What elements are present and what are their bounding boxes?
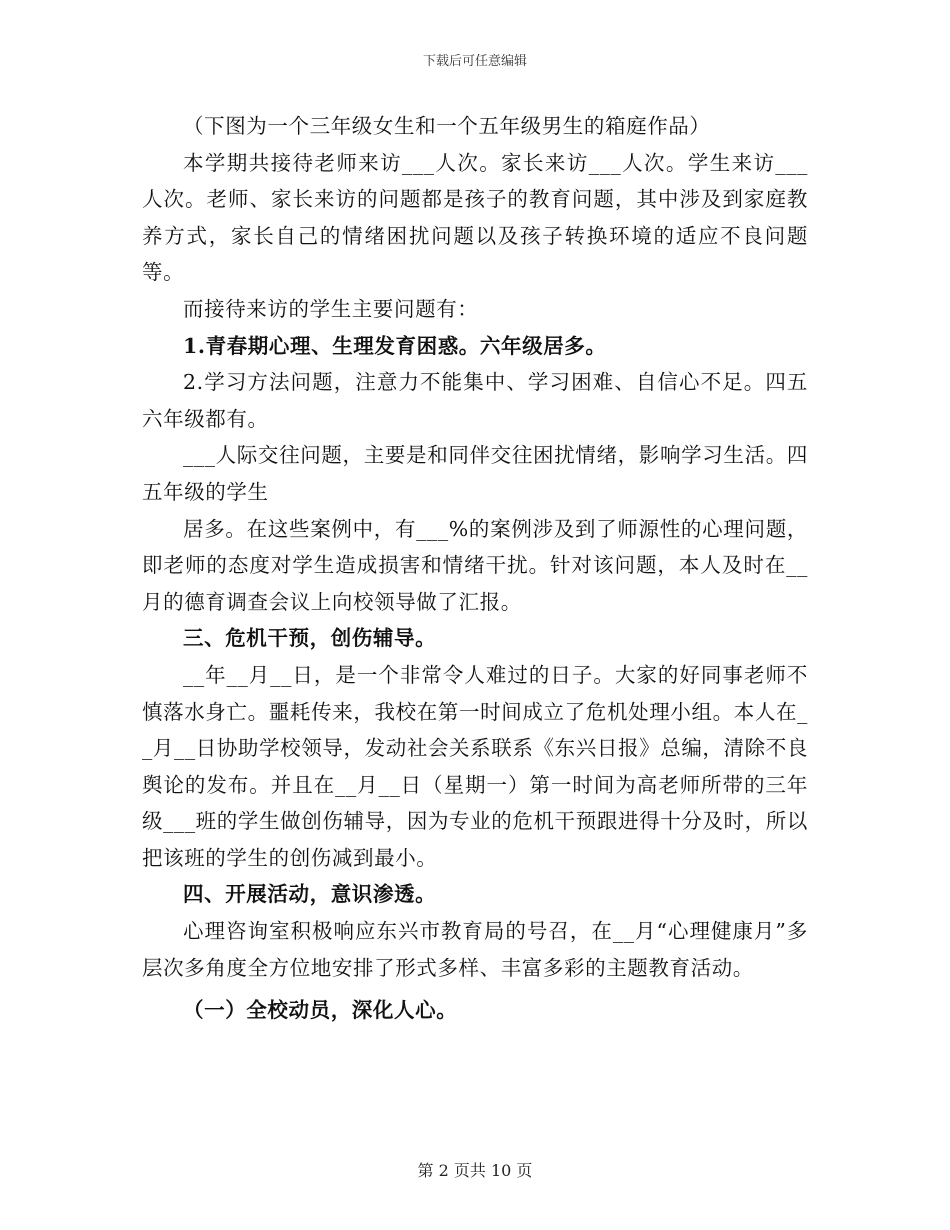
paragraph-mental-health-month: 心理咨询室积极响应东兴市教育局的号召，在__月“心理健康月”多层次多角度全方位地安排了形式多样、丰富多彩的主题教育活动。 (142, 919, 808, 980)
paragraph-teacher-related-cases: 居多。在这些案例中，有___%的案例涉及到了师源性的心理问题，即老师的态度对学生造成损害和情绪干扰。针对该问题，本人及时在__月的德育调查会议上向校领导做了汇报。 (142, 516, 808, 614)
paragraph-issue-learning: 2.学习方法问题，注意力不能集中、学习困难、自信心不足。四五六年级都有。 (142, 370, 808, 431)
paragraph-issue-puberty: 1.青春期心理、生理发育困惑。六年级居多。 (183, 333, 607, 358)
paragraph-issue-social: ___人际交往问题，主要是和同伴交往困扰情绪，影响学习生活。四五年级的学生 (142, 443, 808, 504)
subsection-heading-school-mobilization: （一）全校动员，深化人心。 (183, 998, 458, 1023)
paragraph-crisis-event: __年__月__日，是一个非常令人难过的日子。大家的好同事老师不慎落水身亡。噩耗传来，我校在第一时间成立了危机处理小组。本人在__月__日协助学校领导，发动社会关系联系《东兴日报》总编，清除不良舆论的发布。并且在__月__日（星期一）第一时间为高老师所带的三年级___班的学生做创伤辅导，因为专业的危机干预跟进得十分及时，所以把该班的学生的创伤减到最小。 (142, 662, 808, 870)
page-footer-pagination: 第 2 页共 10 页 (417, 1161, 533, 1180)
section-heading-crisis-intervention: 三、危机干预，创伤辅导。 (183, 626, 437, 651)
section-heading-activities: 四、开展活动，意识渗透。 (183, 882, 437, 907)
paragraph-sandplay-caption: （下图为一个三年级女生和一个五年级男生的箱庭作品） (183, 114, 711, 138)
paragraph-student-issues-intro: 而接待来访的学生主要问题有： (183, 296, 479, 321)
paragraph-visit-stats: 本学期共接待老师来访___人次。家长来访___人次。学生来访___人次。老师、家长来访的问题都是孩子的教育问题，其中涉及到家庭教养方式，家长自己的情绪困扰问题以及孩子转换环境的适应不良问题等。 (142, 150, 808, 285)
page-header: 下载后可任意编辑 (422, 54, 527, 69)
document-body (142, 108, 808, 1029)
